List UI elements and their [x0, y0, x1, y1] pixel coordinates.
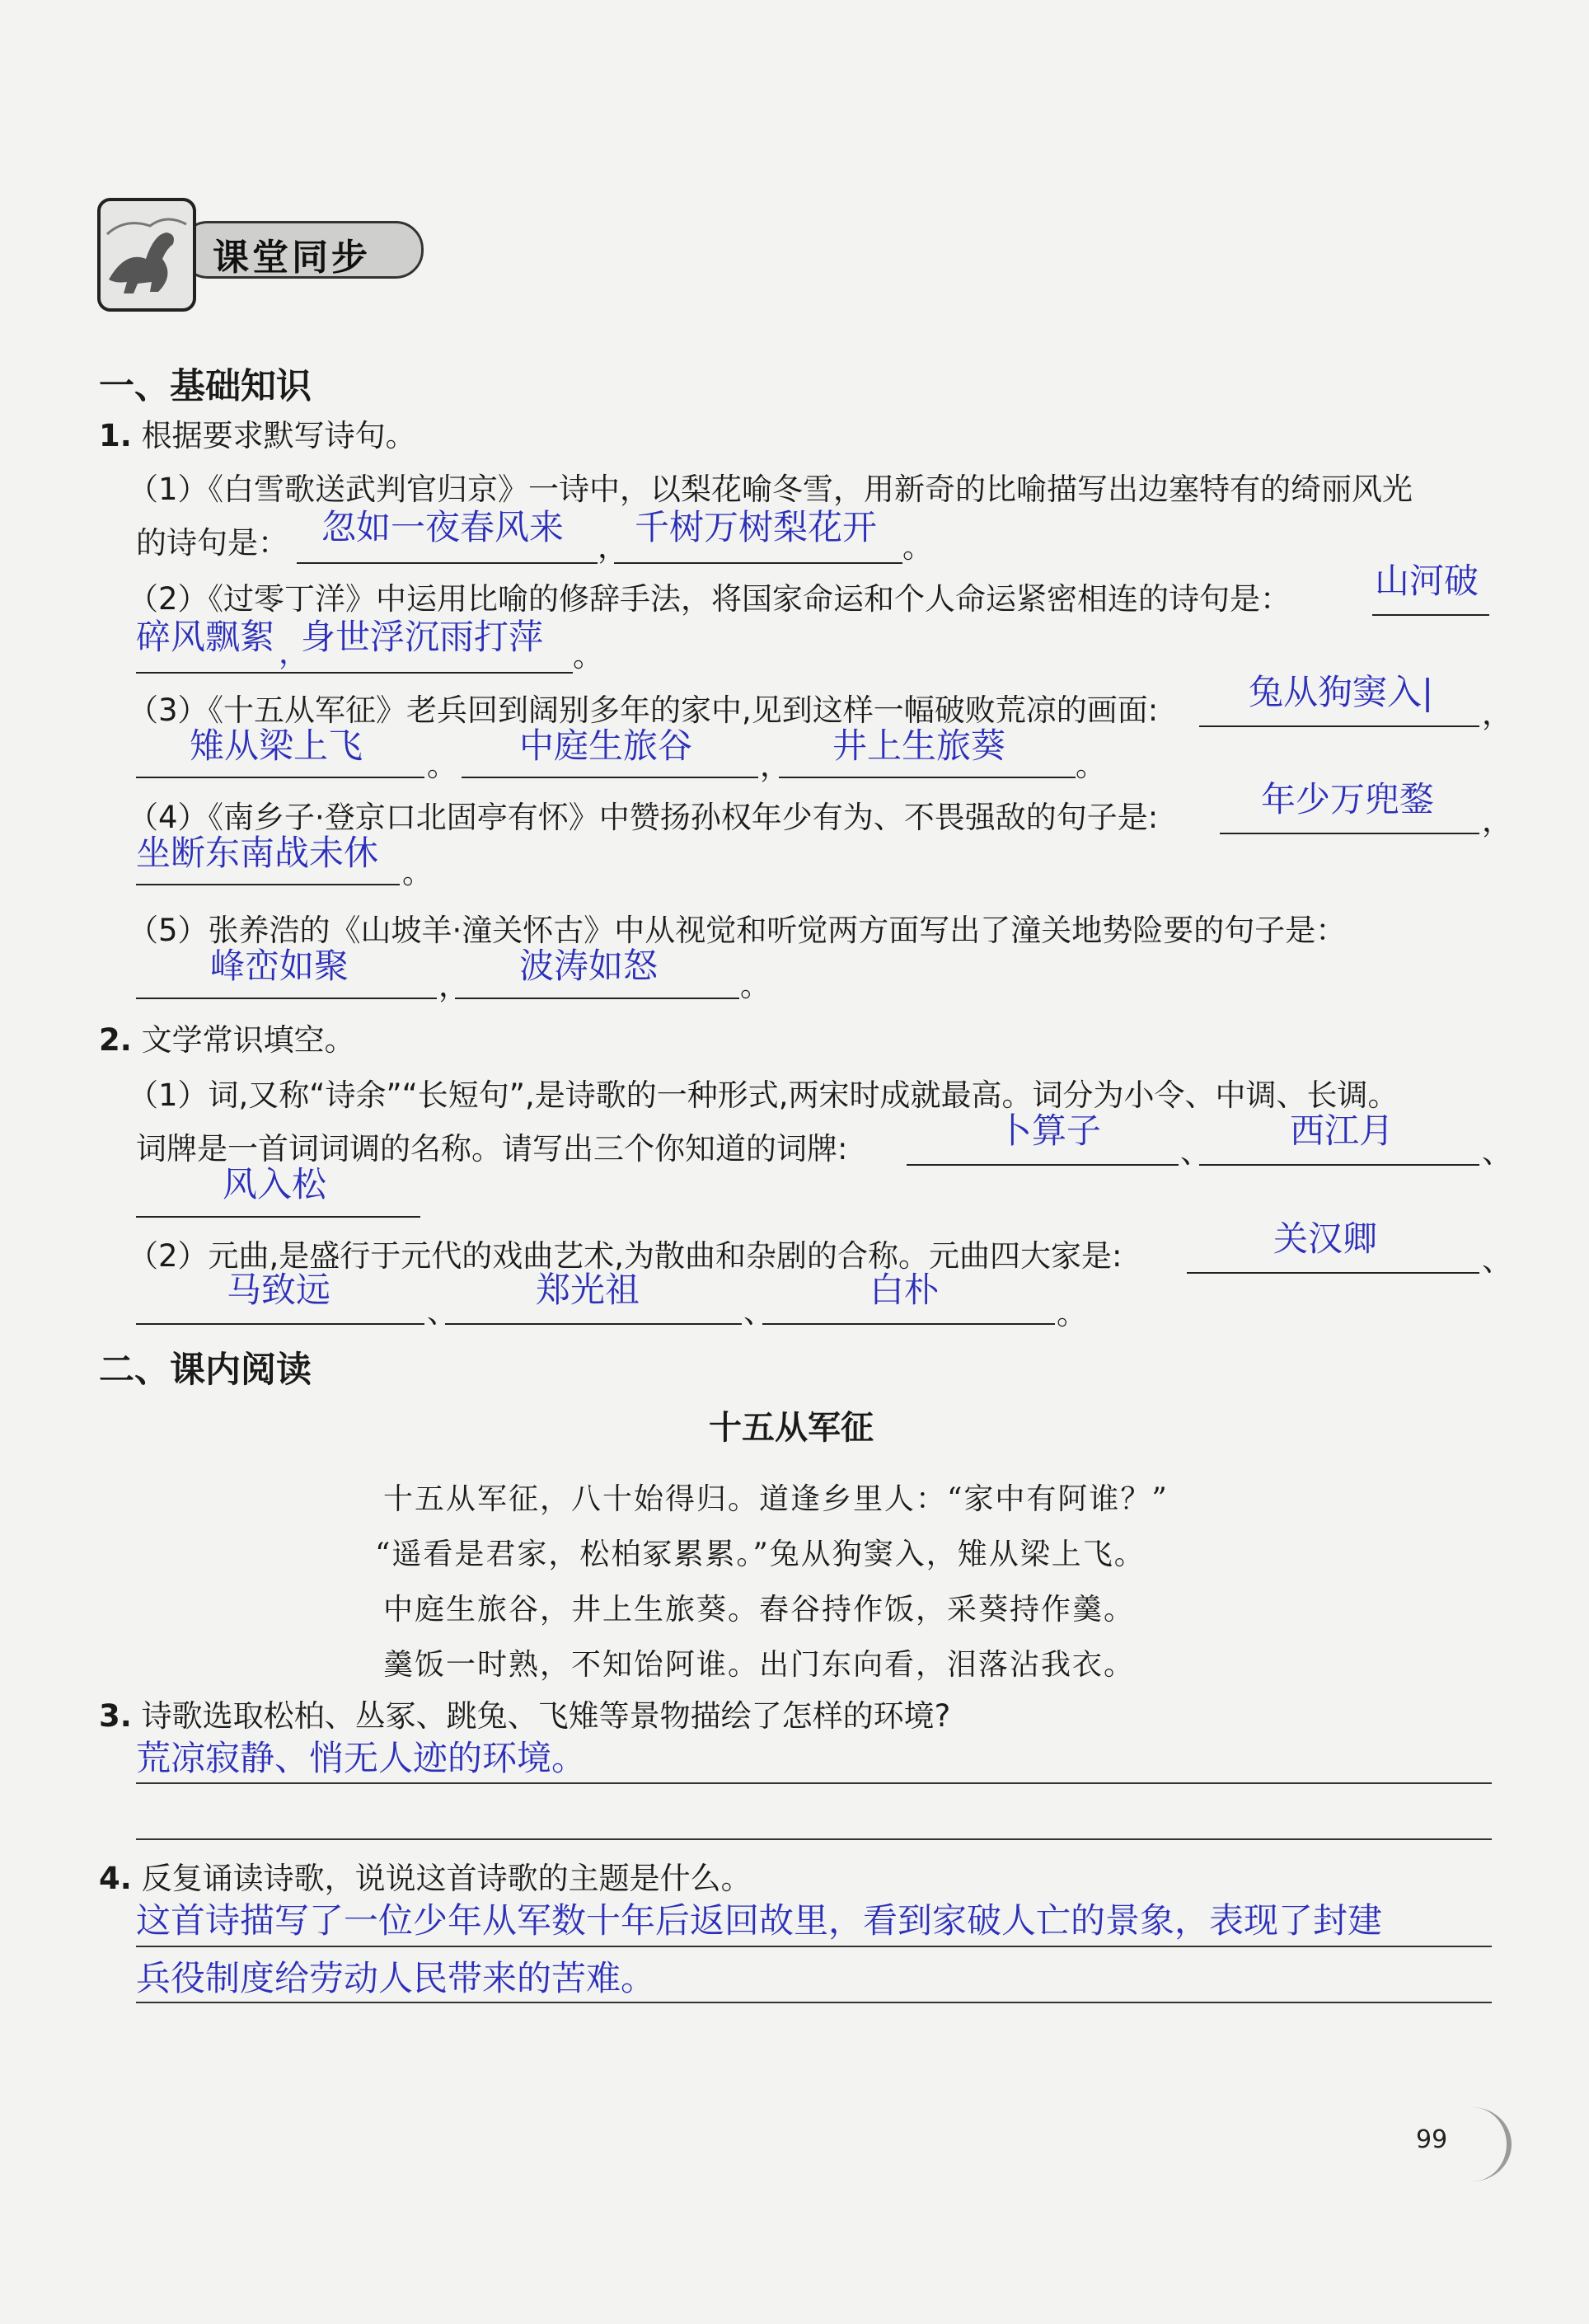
answer-blank	[297, 562, 598, 564]
punct-dun: 、	[1482, 1242, 1512, 1278]
punct-period: 。	[573, 638, 603, 674]
poem-line: 中庭生旅谷，井上生旅葵。舂谷持作饭，采葵持作羹。	[383, 1593, 1136, 1627]
answer-blank	[614, 562, 902, 564]
answer-line	[136, 1838, 1492, 1840]
punct-comma: ，	[1482, 803, 1512, 838]
q1-sub3-text: （3）《十五从军征》老兵回到阔别多年的家中,见到这样一幅破败荒凉的画面:	[128, 693, 1159, 728]
punct-dun: 、	[1482, 1134, 1512, 1170]
punct-dun: 、	[1180, 1134, 1211, 1170]
punct-dun: 、	[427, 1294, 457, 1330]
poem-title: 十五从军征	[709, 1409, 874, 1447]
q2-sub1-text-cont: 词牌是一首词词调的名称。请写出三个你知道的词牌:	[136, 1131, 848, 1167]
answer-blank	[1199, 1164, 1479, 1166]
punct-comma: ，	[438, 968, 469, 1003]
question-prompt: 反复诵读诗歌，说说这首诗歌的主题是什么。	[141, 1861, 752, 1896]
question-number: 4.	[99, 1861, 132, 1896]
answer-blank	[462, 777, 758, 778]
handwritten-answer: 西江月	[1290, 1110, 1394, 1151]
punct-period: 。	[427, 748, 457, 783]
handwritten-answer: 忽如一夜春风来	[321, 507, 565, 547]
q1-sub4-text: （4）《南乡子·登京口北固亭有怀》中赞扬孙权年少有为、不畏强敌的句子是:	[128, 800, 1159, 835]
q1-sub1-text: （1）《白雪歌送武判官归京》一诗中，以梨花喻冬雪，用新奇的比喻描写出边塞特有的绮丽风光	[128, 472, 1413, 507]
page-number: 99	[1416, 2125, 1448, 2154]
handwritten-answer: 兔从狗窦入|	[1249, 672, 1434, 712]
q1-sub2-text: （2）《过零丁洋》中运用比喻的修辞手法，将国家命运和个人命运紧密相连的诗句是：	[128, 581, 1291, 617]
punct-comma: ，	[598, 529, 628, 565]
punct-period: 。	[1057, 1296, 1087, 1331]
handwritten-answer: 兵役制度给劳动人民带来的苦难。	[136, 1958, 656, 1998]
handwritten-answer: 碎风飘絮	[136, 617, 275, 657]
answer-blank	[136, 672, 573, 674]
answer-blank	[445, 1323, 742, 1325]
handwritten-answer: 风入松	[223, 1164, 327, 1204]
punct-period: 。	[740, 968, 771, 1003]
handwritten-answer: 郑光祖	[536, 1270, 640, 1310]
section-badge	[97, 198, 427, 313]
answer-blank	[136, 884, 400, 885]
punct-period: 。	[1076, 748, 1106, 783]
punct-dun: 、	[743, 1294, 774, 1330]
handwritten-answer: 荒凉寂静、悄无人迹的环境。	[136, 1738, 587, 1778]
handwritten-answer: 这首诗描写了一位少年从军数十年后返回故里，看到家破人亡的景象，表现了封建	[136, 1900, 1383, 1941]
handwritten-answer: 马致远	[227, 1270, 331, 1310]
handwritten-answer: 山河破	[1375, 561, 1479, 601]
answer-line	[136, 1946, 1492, 1947]
handwritten-answer: 千树万树梨花开	[635, 507, 878, 547]
handwritten-answer: 峰峦如聚	[210, 946, 349, 986]
handwritten-answer: 波涛如怒	[519, 946, 659, 986]
handwritten-answer: 年少万兜鍪	[1261, 779, 1435, 819]
answer-blank	[1199, 725, 1479, 727]
answer-line	[136, 1782, 1492, 1784]
poem-line: 十五从军征，八十始得归。道逢乡里人：“家中有阿谁？”	[383, 1482, 1169, 1516]
answer-blank	[762, 1323, 1055, 1325]
question-4	[99, 1859, 752, 1899]
handwritten-answer: 井上生旅葵	[832, 725, 1006, 766]
answer-blank	[907, 1164, 1179, 1166]
section-heading: 一、基础知识	[99, 366, 312, 407]
answer-blank	[136, 1323, 424, 1325]
handwritten-answer: 卜算子	[997, 1110, 1102, 1151]
question-3	[99, 1697, 950, 1736]
handwritten-answer: 中庭生旅谷	[519, 725, 693, 766]
handwritten-answer: 雉从梁上飞	[190, 725, 363, 766]
punct-period: 。	[902, 529, 933, 565]
answer-line	[136, 2002, 1492, 2003]
question-number: 2.	[99, 1022, 132, 1058]
poem-line: 羹饭一时熟，不知饴阿谁。出门东向看，泪落沾我衣。	[383, 1648, 1136, 1682]
answer-blank	[1372, 614, 1489, 616]
answer-blank	[1220, 833, 1479, 834]
handwritten-answer: 关汉卿	[1273, 1218, 1378, 1259]
answer-blank	[136, 1216, 420, 1218]
answer-blank	[779, 777, 1076, 778]
question-prompt: 诗歌选取松柏、丛冢、跳兔、飞雉等景物描绘了怎样的环境?	[141, 1698, 951, 1734]
answer-blank	[136, 777, 424, 778]
punct-period: 。	[402, 855, 433, 890]
punct-comma: ，	[1482, 696, 1512, 731]
question-prompt: 文学常识填空。	[141, 1022, 355, 1058]
question-2	[99, 1021, 355, 1060]
answer-blank	[455, 998, 739, 999]
punct-comma: ，	[760, 748, 790, 783]
q1-sub1-prefix: 的诗句是：	[136, 525, 288, 561]
q2-sub1-text: （1）词,又称“诗余”“长短句”,是诗歌的一种形式,两宋时成就最高。词分为小令、中调、长调。	[128, 1077, 1399, 1113]
section-heading: 二、课内阅读	[99, 1350, 312, 1391]
question-number: 1.	[99, 418, 132, 453]
handwritten-answer: 白朴	[869, 1270, 940, 1310]
q2-sub2-text: （2）元曲,是盛行于元代的戏曲艺术,为散曲和杂剧的合称。元曲四大家是:	[128, 1238, 1123, 1274]
handwritten-answer: 坐断东南战未休	[136, 833, 379, 873]
answer-blank	[1187, 1272, 1479, 1274]
answer-blank	[136, 998, 437, 999]
handwritten-answer: 身世浮沉雨打萍	[301, 617, 544, 657]
question-prompt: 根据要求默写诗句。	[141, 418, 416, 453]
badge-title: 课堂同步	[213, 237, 371, 279]
question-1	[99, 416, 416, 456]
q1-sub5-text: （5）张养浩的《山坡羊·潼关怀古》中从视觉和听觉两方面写出了潼关地势险要的句子是：	[128, 913, 1347, 948]
handwritten-comma: ，	[279, 635, 309, 670]
dinosaur-icon	[97, 198, 196, 312]
poem-line: “遥看是君家，松柏冢累累。”兔从狗窦入，雉从梁上飞。	[375, 1538, 1146, 1571]
question-number: 3.	[99, 1698, 132, 1734]
